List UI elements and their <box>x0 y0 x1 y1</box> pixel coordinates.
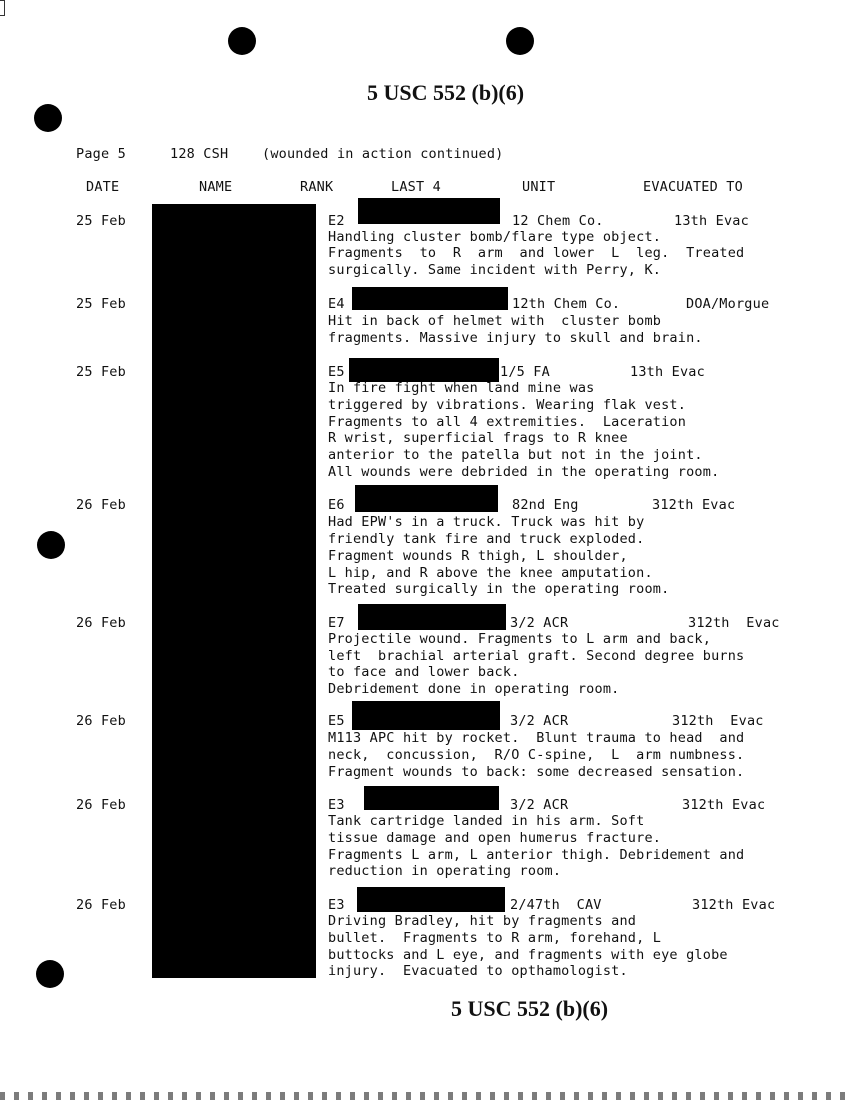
facility-label: 128 CSH <box>170 146 229 162</box>
col-last4: LAST 4 <box>391 179 441 195</box>
entry-unit: 3/2 ACR <box>510 713 569 729</box>
entry-rank: E3 <box>328 797 345 813</box>
desc-line: bullet. Fragments to R arm, forehand, L <box>328 930 662 946</box>
entry-unit: 1/5 FA <box>500 364 550 380</box>
page-number: Page 5 <box>76 146 126 162</box>
last4-redaction <box>352 287 508 310</box>
entry-date: 26 Feb <box>76 615 126 631</box>
col-date: DATE <box>86 179 120 195</box>
desc-line: left brachial arterial graft. Second degree burns <box>328 648 745 664</box>
desc-line: Hit in back of helmet with cluster bomb <box>328 313 662 329</box>
entry-evac: 312th Evac <box>652 497 736 513</box>
desc-line: injury. Evacuated to opthamologist. <box>328 963 628 979</box>
entry-evac: 312th Evac <box>672 713 764 729</box>
entry-unit: 3/2 ACR <box>510 615 569 631</box>
entry-date: 25 Feb <box>76 213 126 229</box>
entry-rank: E6 <box>328 497 345 513</box>
entry-date: 26 Feb <box>76 897 126 913</box>
scan-bottom-edge <box>0 1092 850 1100</box>
col-unit: UNIT <box>522 179 556 195</box>
entry-date: 26 Feb <box>76 797 126 813</box>
desc-line: In fire fight when land mine was <box>328 380 595 396</box>
last4-redaction <box>358 604 506 630</box>
desc-line: Driving Bradley, hit by fragments and <box>328 913 637 929</box>
desc-line: Fragments L arm, L anterior thigh. Debridement and <box>328 847 745 863</box>
exemption-heading-top: 5 USC 552 (b)(6) <box>367 80 525 105</box>
entry-unit: 3/2 ACR <box>510 797 569 813</box>
col-evac: EVACUATED TO <box>643 179 743 195</box>
name-column-redaction <box>152 204 316 978</box>
desc-line: Projectile wound. Fragments to L arm and back, <box>328 631 712 647</box>
desc-line: to face and lower back. <box>328 664 520 680</box>
exemption-heading-bottom: 5 USC 552 (b)(6) <box>451 996 609 1021</box>
entry-evac: 312th Evac <box>682 797 766 813</box>
desc-line: buttocks and L eye, and fragments with eye globe <box>328 947 728 963</box>
entry-rank: E3 <box>328 897 345 913</box>
entry-rank: E4 <box>328 296 345 312</box>
entry-date: 25 Feb <box>76 296 126 312</box>
desc-line: friendly tank fire and truck exploded. <box>328 531 645 547</box>
desc-line: Debridement done in operating room. <box>328 681 620 697</box>
last4-redaction <box>352 701 500 730</box>
scan-edge-mark <box>0 0 5 16</box>
punch-hole-left-middle <box>37 531 65 559</box>
desc-line: Treated surgically in the operating room. <box>328 581 670 597</box>
punch-hole-top-left <box>228 27 256 55</box>
entry-evac: 13th Evac <box>674 213 749 229</box>
desc-line: Fragment wounds to back: some decreased sensation. <box>328 764 745 780</box>
desc-line: tissue damage and open humerus fracture. <box>328 830 662 846</box>
entry-unit: 12 Chem Co. <box>512 213 604 229</box>
entry-rank: E5 <box>328 713 345 729</box>
entry-evac: 312th Evac <box>688 615 780 631</box>
desc-line: Fragments to R arm and lower L leg. Treated <box>328 245 745 261</box>
col-name: NAME <box>199 179 233 195</box>
entry-date: 26 Feb <box>76 713 126 729</box>
desc-line: surgically. Same incident with Perry, K. <box>328 262 662 278</box>
desc-line: Tank cartridge landed in his arm. Soft <box>328 813 645 829</box>
entry-evac: 13th Evac <box>630 364 705 380</box>
desc-line: L hip, and R above the knee amputation. <box>328 565 653 581</box>
desc-line: anterior to the patella but not in the joint. <box>328 447 703 463</box>
entry-unit: 82nd Eng <box>512 497 579 513</box>
last4-redaction <box>364 786 499 810</box>
last4-redaction <box>349 358 499 382</box>
last4-redaction <box>355 485 498 512</box>
desc-line: Handling cluster bomb/flare type object. <box>328 229 662 245</box>
punch-hole-left-top <box>34 104 62 132</box>
entry-evac: DOA/Morgue <box>686 296 770 312</box>
desc-line: Fragment wounds R thigh, L shoulder, <box>328 548 628 564</box>
punch-hole-left-bottom <box>36 960 64 988</box>
col-rank: RANK <box>300 179 334 195</box>
desc-line: Had EPW's in a truck. Truck was hit by <box>328 514 645 530</box>
entry-unit: 12th Chem Co. <box>512 296 621 312</box>
desc-line: reduction in operating room. <box>328 863 562 879</box>
desc-line: fragments. Massive injury to skull and brain. <box>328 330 703 346</box>
desc-line: Fragments to all 4 extremities. Laceration <box>328 414 687 430</box>
desc-line: M113 APC hit by rocket. Blunt trauma to head and <box>328 730 745 746</box>
desc-line: All wounds were debrided in the operating room. <box>328 464 720 480</box>
entry-rank: E7 <box>328 615 345 631</box>
section-note: (wounded in action continued) <box>262 146 504 162</box>
entry-date: 25 Feb <box>76 364 126 380</box>
desc-line: triggered by vibrations. Wearing flak vest. <box>328 397 687 413</box>
entry-evac: 312th Evac <box>692 897 776 913</box>
punch-hole-top-right <box>506 27 534 55</box>
entry-unit: 2/47th CAV <box>510 897 602 913</box>
last4-redaction <box>358 198 500 224</box>
desc-line: R wrist, superficial frags to R knee <box>328 430 628 446</box>
entry-rank: E5 <box>328 364 345 380</box>
entry-date: 26 Feb <box>76 497 126 513</box>
desc-line: neck, concussion, R/O C-spine, L arm numbness. <box>328 747 745 763</box>
last4-redaction <box>357 887 505 912</box>
entry-rank: E2 <box>328 213 345 229</box>
